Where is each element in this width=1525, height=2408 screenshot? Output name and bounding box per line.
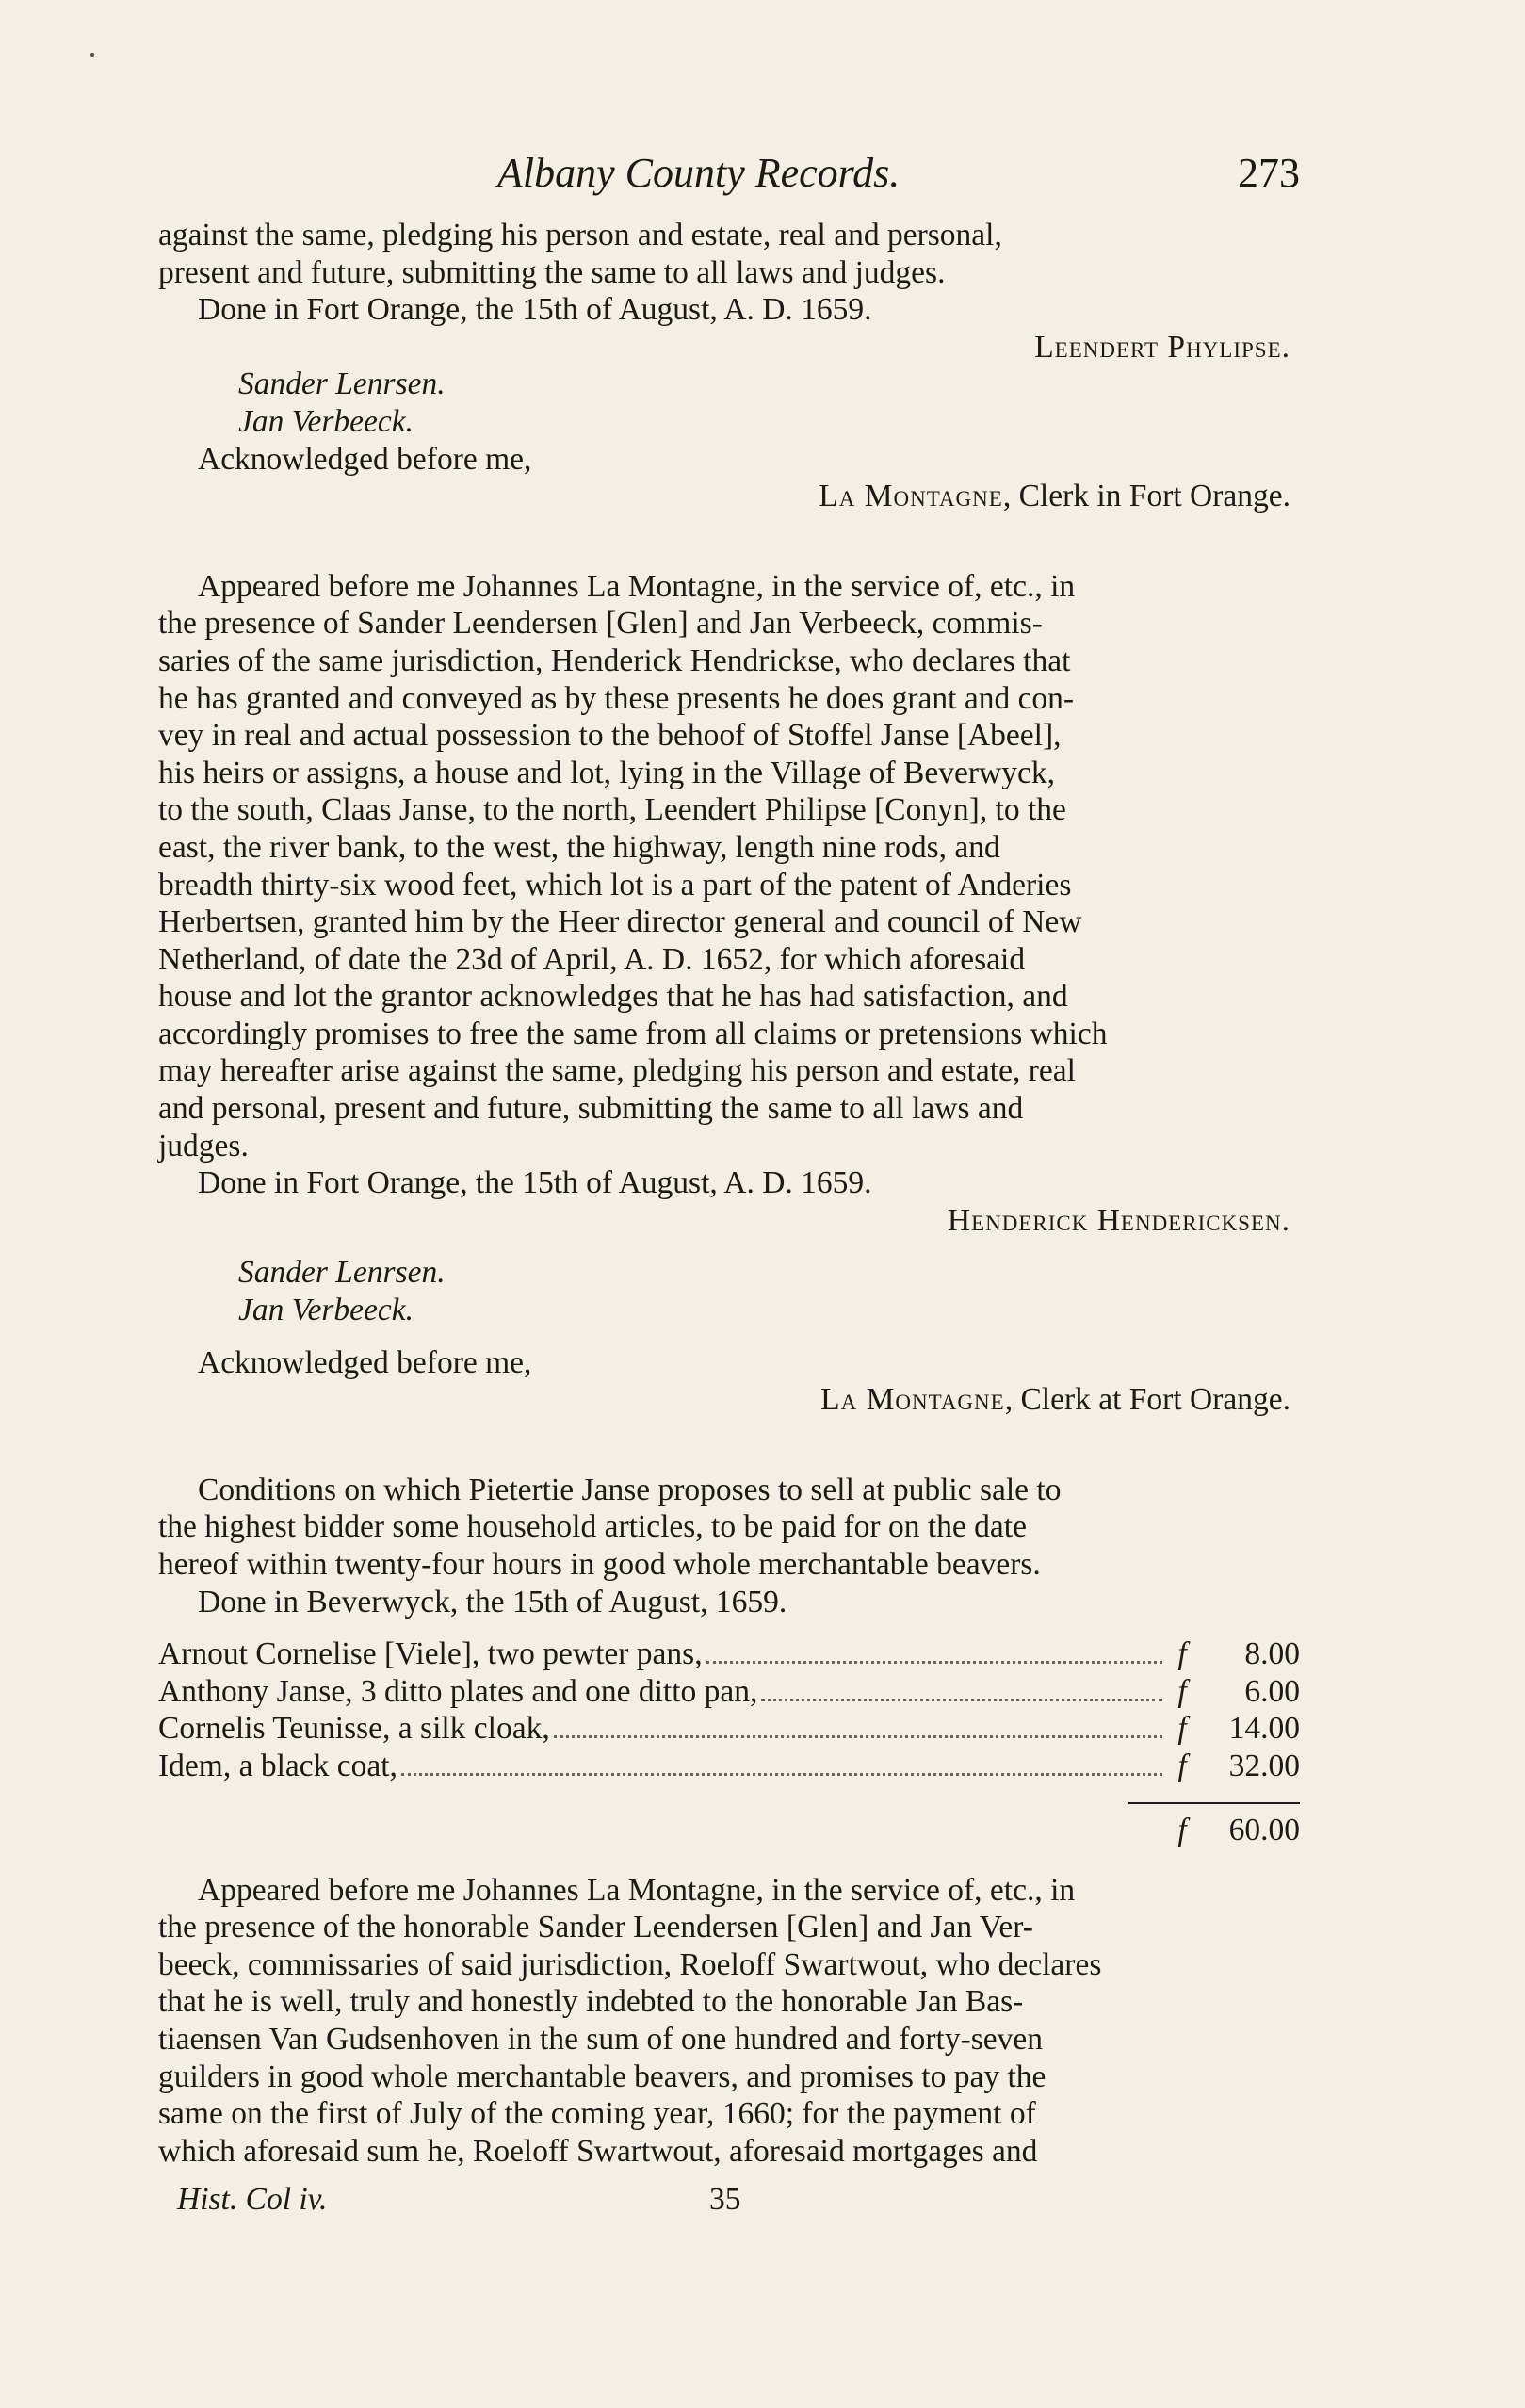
ledger-currency: f bbox=[1177, 1711, 1187, 1747]
ledger-item: Arnout Cornelise [Viele], two pewter pans, bbox=[158, 1636, 703, 1672]
clerk-signature bbox=[158, 1381, 1300, 1419]
dot-leader bbox=[401, 1773, 1162, 1776]
mortgage-record bbox=[158, 1872, 1300, 2171]
body-line: vey in real and actual possession to the behoof of Stoffel Janse [Abeel], bbox=[158, 718, 1062, 754]
witness-name: Sander Lenrsen. bbox=[238, 1255, 446, 1291]
body-line: east, the river bank, to the west, the highway, length nine rods, and bbox=[158, 829, 1000, 865]
witness-name: Sander Lenrsen. bbox=[238, 366, 446, 402]
ledger-currency: f bbox=[1177, 1636, 1187, 1672]
clerk-title: , Clerk at Fort Orange. bbox=[1004, 1382, 1290, 1418]
spacer bbox=[158, 1620, 1300, 1635]
body-line: Conditions on which Pietertie Janse proposes to sell at public sale to bbox=[198, 1472, 1062, 1507]
conveyance-record bbox=[158, 568, 1300, 1419]
body-line: tiaensen Van Gudsenhoven in the sum of one hundred and forty-seven bbox=[158, 2021, 1044, 2057]
ledger-amount: 32.00 bbox=[1228, 1748, 1300, 1783]
ledger-total: 60.00 bbox=[1228, 1812, 1300, 1847]
dot-leader bbox=[761, 1699, 1162, 1701]
ledger-amount: 14.00 bbox=[1228, 1711, 1300, 1747]
body-line: Netherland, of date the 23d of April, A. D. 1652, for which aforesaid bbox=[158, 941, 1026, 977]
ledger-row bbox=[158, 1673, 1300, 1711]
dot-leader bbox=[706, 1661, 1162, 1664]
body-line: present and future, submitting the same to all laws and judges. bbox=[158, 254, 946, 290]
spacer bbox=[158, 1329, 1300, 1344]
ledger-item: Anthony Janse, 3 ditto plates and one ditto pan, bbox=[158, 1673, 758, 1709]
document-page bbox=[158, 141, 1300, 2237]
ledger-item: Idem, a black coat, bbox=[158, 1748, 397, 1783]
signer-name: Leendert Phylipse. bbox=[1034, 329, 1290, 365]
sheet-number: 35 bbox=[709, 2182, 741, 2218]
body-line: Appeared before me Johannes La Montagne, in the service of, etc., in bbox=[198, 568, 1076, 604]
body-line: to the south, Claas Janse, to the north, Leendert Philipse [Conyn], to the bbox=[158, 792, 1066, 828]
body-line: the presence of Sander Leendersen [Glen] and Jan Verbeeck, commis- bbox=[158, 606, 1043, 642]
signer-name: Henderick Hendericksen. bbox=[947, 1202, 1290, 1238]
body-line: Appeared before me Johannes La Montagne, in the service of, etc., in bbox=[198, 1872, 1076, 1908]
body-line: he has granted and conveyed as by these presents he does grant and con- bbox=[158, 680, 1075, 716]
sale-conditions bbox=[158, 1472, 1300, 1857]
running-title: Albany County Records. bbox=[497, 150, 900, 196]
ledger-currency: f bbox=[1177, 1673, 1187, 1709]
ledger-amount: 8.00 bbox=[1244, 1636, 1300, 1672]
done-line: Done in Beverwyck, the 15th of August, 1659. bbox=[198, 1584, 787, 1619]
clerk-signature bbox=[158, 478, 1300, 515]
body-line: and personal, present and future, submitting the same to all laws and bbox=[158, 1091, 1024, 1127]
body-line: his heirs or assigns, a house and lot, lying in the Village of Beverwyck, bbox=[158, 755, 1055, 790]
body-line: house and lot the grantor acknowledges that he has had satisfaction, and bbox=[158, 979, 1068, 1015]
witness-name: Jan Verbeeck. bbox=[238, 1293, 414, 1328]
body-line: against the same, pledging his person and estate, real and personal, bbox=[158, 218, 1002, 252]
ledger-total-row bbox=[158, 1804, 1300, 1857]
witness-name: Jan Verbeeck. bbox=[238, 403, 414, 439]
page-footer bbox=[158, 2181, 1300, 2237]
body-line: the highest bidder some household articles, to be paid for on the date bbox=[158, 1509, 1027, 1545]
total-currency: f bbox=[1177, 1812, 1187, 1847]
section-gap bbox=[158, 1419, 1300, 1472]
ledger-currency: f bbox=[1177, 1748, 1187, 1783]
ledger-item: Cornelis Teunisse, a silk cloak, bbox=[158, 1711, 550, 1747]
clerk-name: La Montagne bbox=[819, 479, 1003, 514]
page-header bbox=[158, 141, 1300, 217]
body-line: judges. bbox=[158, 1128, 249, 1163]
dot-leader bbox=[554, 1735, 1162, 1738]
body-line: which aforesaid sum he, Roeloff Swartwout, aforesaid mortgages and bbox=[158, 2133, 1038, 2169]
section-gap bbox=[158, 1857, 1300, 1872]
ledger-amount: 6.00 bbox=[1244, 1673, 1300, 1709]
page-speck bbox=[90, 53, 94, 57]
ledger-row bbox=[158, 1635, 1300, 1673]
deed-conclusion bbox=[158, 217, 1300, 515]
acknowledgment-line: Acknowledged before me, bbox=[198, 441, 532, 477]
spacer bbox=[158, 1239, 1300, 1254]
body-line: accordingly promises to free the same from all claims or pretensions which bbox=[158, 1016, 1108, 1051]
body-line: saries of the same jurisdiction, Henderick Hendrickse, who declares that bbox=[158, 643, 1071, 678]
done-line: Done in Fort Orange, the 15th of August, A. D. 1659. bbox=[198, 292, 872, 328]
section-gap bbox=[158, 515, 1300, 568]
body-line: Herbertsen, granted him by the Heer director general and council of New bbox=[158, 904, 1082, 940]
clerk-title: , Clerk in Fort Orange. bbox=[1002, 479, 1290, 514]
body-line: beeck, commissaries of said jurisdiction, Roeloff Swartwout, who declares bbox=[158, 1946, 1102, 1982]
acknowledgment-line: Acknowledged before me, bbox=[198, 1344, 532, 1380]
body-line: the presence of the honorable Sander Leendersen [Glen] and Jan Ver- bbox=[158, 1910, 1033, 1945]
body-line: breadth thirty-six wood feet, which lot is a part of the patent of Anderies bbox=[158, 867, 1072, 903]
done-line: Done in Fort Orange, the 15th of August, A. D. 1659. bbox=[198, 1165, 872, 1201]
ledger-row bbox=[158, 1710, 1300, 1748]
body-line: that he is well, truly and honestly indebted to the honorable Jan Bas- bbox=[158, 1984, 1024, 2020]
body-line: guilders in good whole merchantable beavers, and promises to pay the bbox=[158, 2058, 1046, 2094]
ledger-row bbox=[158, 1748, 1300, 1785]
body-line: hereof within twenty-four hours in good whole merchantable beavers. bbox=[158, 1547, 1041, 1582]
sale-ledger bbox=[158, 1635, 1300, 1856]
page-number: 273 bbox=[1238, 150, 1300, 196]
signature-mark: Hist. Col iv. bbox=[177, 2182, 328, 2218]
body-line: same on the first of July of the coming year, 1660; for the payment of bbox=[158, 2096, 1036, 2132]
clerk-name: La Montagne bbox=[820, 1382, 1005, 1418]
body-line: may hereafter arise against the same, pledging his person and estate, real bbox=[158, 1053, 1076, 1089]
